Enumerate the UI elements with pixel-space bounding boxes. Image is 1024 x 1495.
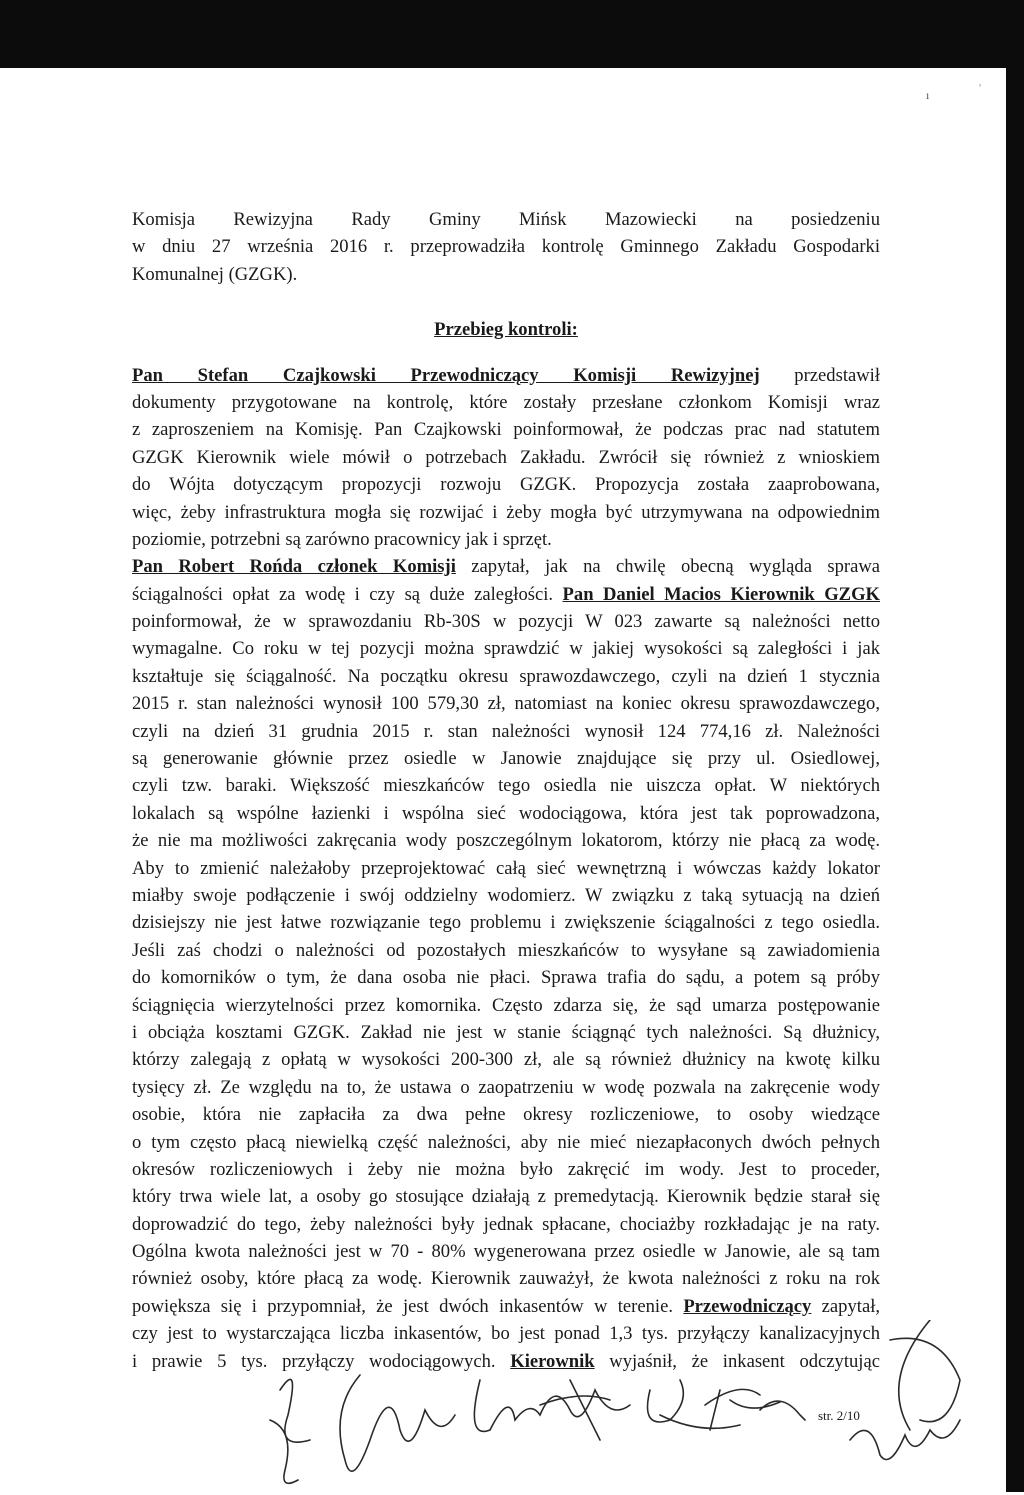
text-line: Aby to zmienić należałoby przeprojektować całą sieć wewnętrzną i wówczas każdy lokator [132,857,880,879]
text-line: Pan Robert Rońda członek Komisji zapytał, jak na chwilę obecną wygląda sprawa [132,556,880,578]
text-line: o tym często płacą niewielką część należności, aby nie mieć niezapłaconych dwóch pełnych [132,1131,880,1153]
text-line: i obciąża kosztami GZGK. Zakład nie jest w stanie ściągnąć tych należności. Są dłużnicy, [132,1021,880,1043]
text-line: w dniu 27 września 2016 r. przeprowadziła kontrolę Gminnego Zakładu Gospodarki [132,236,880,258]
section-heading: Przebieg kontroli: [434,319,578,341]
text-line: dokumenty przygotowane na kontrolę, które zostały przesłane członkom Komisji wraz [132,391,880,413]
text-line: którzy zalegają z opłatą w wysokości 200-300 zł, ale są również dłużnicy na kwotę kilku [132,1049,880,1071]
text-line: są generowanie głównie przez osiedle w Janowie znajdujące się przy ul. Osiedlowej, [132,748,880,770]
text-line: czyli tzw. baraki. Większość mieszkańców tego osiedla nie uiszcza opłat. W niektórych [132,775,880,797]
text-line: osobie, która nie zapłaciła za dwa pełne okresy rozliczeniowe, to osoby wiedzące [132,1104,880,1126]
text-line: więc, żeby infrastruktura mogła się rozwijać i żeby mogła być utrzymywana na odpowiednim [132,501,880,523]
text-line: Ogólna kwota należności jest w 70 - 80% wygenerowana przez osiedle w Janowie, ale są tam [132,1241,880,1263]
text-line: miałby swoje podłączenie i swój oddzielny wodomierz. W związku z taką sytuacją na dzień [132,884,880,906]
text-line: 2015 r. stan należności wynosił 100 579,30 zł, natomiast na koniec okresu sprawozdawczego, [132,693,880,715]
text-line: Pan Stefan Czajkowski Przewodniczący Komisji Rewizyjnej przedstawił [132,364,881,386]
text-line: Jeśli zaś chodzi o należności od pozostałych mieszkańców to wysyłane są zawiadomienia [132,939,880,961]
text-line: Komisja Rewizyjna Rady Gminy Mińsk Mazowiecki na posiedzeniu [132,209,880,230]
speaker-name: Pan Robert Rońda członek Komisji [132,556,456,578]
scan-right-border [1006,68,1024,1492]
text-line: Komunalnej (GZGK). [132,263,298,285]
text-line: GZGK Kierownik wiele mówił o potrzebach Zakładu. Zwrócił się również z wnioskiem [132,446,880,468]
signature [648,1380,741,1428]
signature [760,1401,805,1420]
signature [474,1380,630,1431]
text-line: ściągnięcia wierzytelności przez komornika. Często zdarza się, że sąd umarza postępowanie [132,994,880,1016]
signature [540,1380,610,1440]
scan-top-border [0,0,1024,68]
text-line: i prawie 5 tys. przyłączy wodociągowych. Kierownik wyjaśnił, że inkasent odczytując [132,1350,880,1372]
corner-mark: ı [926,88,930,102]
text-line: tysięcy zł. Ze względu na to, że ustawa o zaopatrzeniu w wodę pozwala na zakręcenie wody [132,1076,880,1098]
corner-mark: ˒ [978,76,982,90]
text-line: z zaproszeniem na Komisję. Pan Czajkowski poinformował, że podczas prac nad statutem [132,419,880,441]
page-number: str. 2/10 [818,1408,860,1423]
text-line: do komorników o tym, że dana osoba nie płaci. Sprawa trafia do sądu, a potem są próby [132,967,880,989]
speaker-name: Pan Stefan Czajkowski Przewodniczący Komisji Rewizyjnej [132,364,760,386]
signature [850,1420,960,1460]
text-line: dzisiejszy nie jest łatwe rozwiązanie tego problemu i zwiększenie ściągalności z tego osiedla. [132,912,880,934]
text-line: okresów rozliczeniowych i żeby nie można było zakręcić im wody. Jest to proceder, [132,1158,880,1180]
document-body [132,206,880,1375]
text-line: powiększa się i przypomniał, że jest dwóch inkasentów w terenie. Przewodniczący zapytał, [132,1295,881,1317]
text-line: kształtuje się ściągalność. Na początku okresu sprawozdawczego, czyli na dzień 1 stycznia [132,665,880,687]
text-line: czyli na dzień 31 grudnia 2015 r. stan należności wynosił 124 774,16 zł. Należności [132,720,880,742]
handwritten-signatures [240,1320,1000,1495]
text-line: poinformował, że w sprawozdaniu Rb-30S w pozycji W 023 zawarte są należności netto [132,611,880,633]
signature [340,1375,455,1471]
speaker-name: Pan Daniel Macios Kierownik GZGK [562,583,881,605]
text-line: doprowadzić do tego, żeby należności były jednak spłacane, chociażby rozkładając je na raty. [132,1213,880,1235]
text-line: wymagalne. Co roku w tej pozycji można sprawdzić w jakiej wysokości są zaległości i jak [132,638,880,660]
text-line: do Wójta dotyczącym propozycji rozwoju GZGK. Propozycja została zaaprobowana, [132,474,880,496]
signature [270,1379,310,1483]
text-line: czy jest to wystarczająca liczba inkasentów, bo jest ponad 1,3 tys. przyłączy kanalizacyjnych [132,1323,880,1345]
text-line: poziomie, potrzebni są zarówno pracownicy jak i sprzęt. [132,528,552,550]
text-line: ściągalności opłat za wodę i czy są duże zaległości. Pan Daniel Macios Kierownik GZGK [132,583,881,605]
text-line: który trwa wiele lat, a osoby go stosujące działają z premedytacją. Kierownik będzie starał się [132,1186,880,1208]
text-line: że nie ma możliwości zakręcania wody poszczególnym lokatorom, którzy nie płacą za wodę. [132,830,880,852]
text-line: również osoby, które płacą za wodę. Kierownik zauważył, że kwota należności z roku na rok [132,1268,880,1290]
signature [705,1389,780,1430]
text-line: lokalach są wspólne łazienki i wspólna sieć wodociągowa, która jest tak poprowadzona, [132,802,880,824]
speaker-name: Kierownik [510,1350,595,1372]
speaker-name: Przewodniczący [683,1295,812,1317]
signature [890,1320,960,1430]
